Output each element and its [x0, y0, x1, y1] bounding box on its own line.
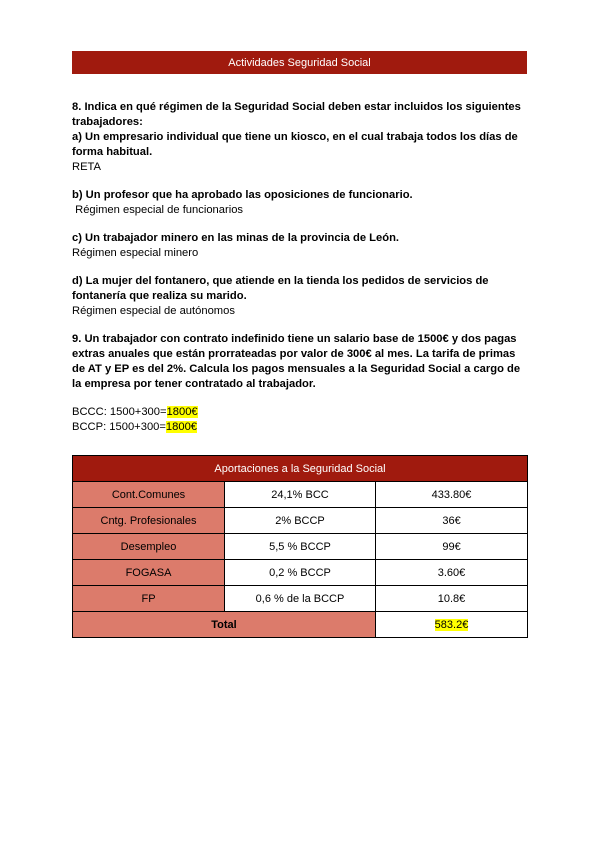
amount-cell: 3.60€ [376, 560, 528, 586]
document-body [72, 100, 527, 435]
question-8a: a) Un empresario individual que tiene un kiosco, en el cual trabaja todos los días de forma habitual. [72, 131, 518, 158]
bccc-prefix: BCCC: 1500+300= [72, 406, 167, 418]
question-8d: d) La mujer del fontanero, que atiende en la tienda los pedidos de servicios de fontanería que realiza su marido. [72, 275, 489, 302]
question-8c: c) Un trabajador minero en las minas de la provincia de León. [72, 232, 400, 244]
question-9: 9. Un trabajador con contrato indefinido tiene un salario base de 1500€ y dos pagas extras anuales que están prorrateadas por valor de 300€ al mes. La tarifa de primas de AT y EP es del 2%. Calcula los pagos mensuales a la Seguridad Social a cargo de la empresa por tener contratado al trabajador. [72, 333, 521, 390]
question-8b: b) Un profesor que ha aprobado las oposiciones de funcionario. [72, 189, 413, 201]
rate-cell: 0,2 % BCCP [225, 560, 376, 586]
concept-cell: Cont.Comunes [73, 482, 225, 508]
rate-cell: 2% BCCP [225, 508, 376, 534]
concept-cell: FP [73, 586, 225, 612]
contributions-table [72, 455, 528, 638]
total-label: Total [73, 612, 376, 638]
answer-8a: RETA [72, 161, 102, 173]
question-8: 8. Indica en qué régimen de la Seguridad Social deben estar incluidos los siguientes trabajadores: [72, 101, 521, 128]
amount-cell: 99€ [376, 534, 528, 560]
table-row [73, 586, 528, 612]
bccc-line [72, 405, 527, 420]
table-row [73, 482, 528, 508]
rate-cell: 0,6 % de la BCCP [225, 586, 376, 612]
header-title: Actividades Seguridad Social [228, 56, 371, 69]
bccp-line [72, 420, 527, 435]
table-row [73, 560, 528, 586]
amount-cell: 36€ [376, 508, 528, 534]
bccp-prefix: BCCP: 1500+300= [72, 421, 166, 433]
total-value-cell [376, 612, 528, 638]
header-bar [72, 51, 527, 74]
total-row [73, 612, 528, 638]
rate-cell: 5,5 % BCCP [225, 534, 376, 560]
total-value: 583.2€ [434, 618, 469, 631]
concept-cell: Desempleo [73, 534, 225, 560]
bccp-value: 1800€ [165, 421, 198, 433]
bccc-value: 1800€ [166, 406, 198, 418]
answer-8b: Régimen especial de funcionarios [72, 204, 244, 216]
table-row [73, 508, 528, 534]
amount-cell: 10.8€ [376, 586, 528, 612]
rate-cell: 24,1% BCC [225, 482, 376, 508]
answer-8d: Régimen especial de autónomos [72, 305, 235, 317]
table-title: Aportaciones a la Seguridad Social [73, 456, 528, 482]
table-row [73, 534, 528, 560]
amount-cell: 433.80€ [376, 482, 528, 508]
concept-cell: Cntg. Profesionales [73, 508, 225, 534]
concept-cell: FOGASA [73, 560, 225, 586]
answer-8c: Régimen especial minero [72, 247, 199, 259]
